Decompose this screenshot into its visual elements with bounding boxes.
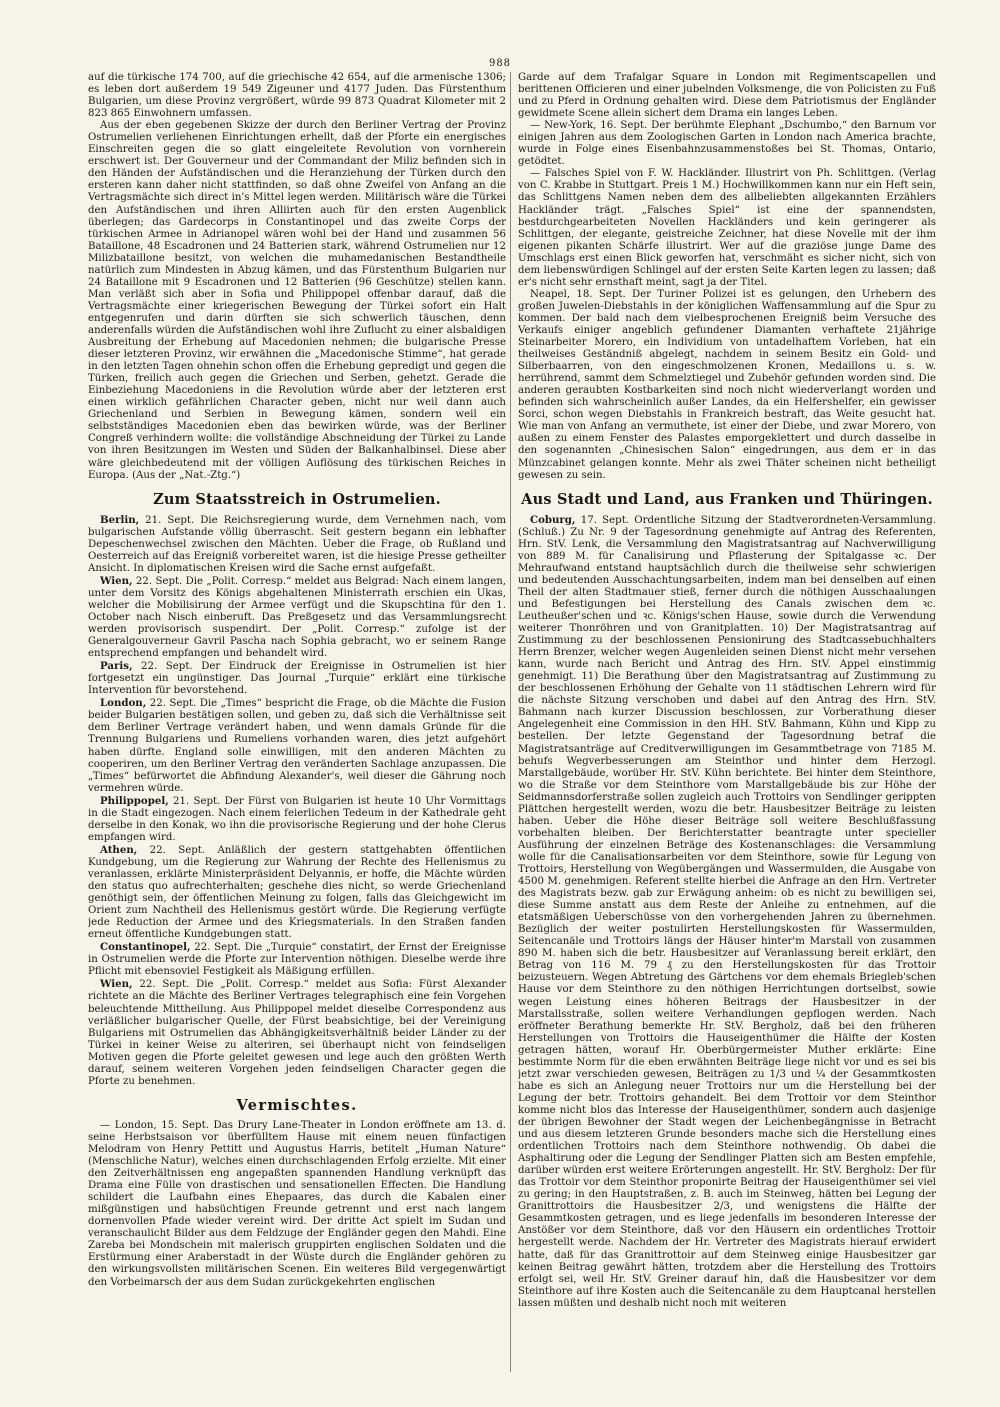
section-heading: Aus Stadt und Land, aus Franken und Thüringen. — [521, 490, 933, 508]
dateline: Paris, — [100, 660, 133, 673]
news-item — [88, 978, 506, 1087]
article-text: — New-York, 16. Sept. Der berühmte Elephant „Dschumbo,“ den Barnum vor einigen Jahren aus dem Zoologischen Garten in London nach America brachte, wurde in Folge eines Eisenbahnzusammenstoßes bei St. Thomas, Ontario, getödtet. — [518, 120, 936, 168]
article-text: — London, 15. Sept. Das Drury Lane-Theater in London eröffnete am 13. d. seine Herbstsaison vor überfülltem Hause mit einem neuen fünfactigen Melodram von Henry Pettitt und Augustus Harris, betitelt „Human Nature“ (Menschliche Natur), welches einen durchschlagenden Erfolg erzielte. Mit einer den Zeitverhältnissen eng angepaßten spannenden Handlung verknüpft das Drama eine Fülle von drastischen und sensationellen Effecten. Die Handlung schildert die Laufbahn eines Ehepaares, das durch die Kabalen einer mißgünstigen und habsüchtigen Freunde getrennt und erst nach langem dornenvollen Pfade wieder vereint wird. Der dritte Act spielt im Sudan und veranschaulicht Bilder aus dem Feldzuge der Engländer gegen den Mahdi. Eine Zareba bei Mondschein mit malerisch gruppirten englischen Soldaten und die Erstürmung einer Araberstadt in der Wüste durch die Engländer gehören zu den wirkungsvollsten militärischen Scenen. Ein weiteres Bild vergegenwärtigt den Vorbeimarsch der aus dem Sudan zurückgekehrten englischen — [88, 1119, 506, 1288]
news-text: 21. Sept. Die Reichsregierung wurde, dem Vernehmen nach, vom bulgarischen Aufstande völlig überrascht. Seit gestern begann ein lebhafter Depeschenwechsel zwischen den Mächten. Ueber die Frage, ob Rußland und Oesterreich auf das Ereigniß vorbereitet waren, ist die hiesige Presse getheilter Ansicht. In diplomatischen Kreisen wird die Sache ernst aufgefaßt. — [88, 514, 506, 574]
news-text: 22. Sept. Anläßlich der gestern stattgehabten öffentlichen Kundgebung, um die Regierung zur Wahrung der Rechte des Hellenismus zu veranlassen, erklärte Ministerpräsident Delyannis, er hoffe, die Mächte würden den status quo aufrechterhalten; geschehe dies nicht, so werde Griechenland genöthigt sein, der öffentlichen Meinung zu folgen, falls das Gleichgewicht im Orient zum Nachtheil des Hellenismus gestört würde. Die Regierung verfügte jede Reduction der Armee und des Kriegsmaterials. In den Straßen fanden erneut öffentliche Kundgebungen statt. — [88, 844, 506, 941]
page-number: 988 — [488, 58, 512, 69]
left-column — [88, 72, 506, 1372]
news-text: 22. Sept. Die „Polit. Corresp.“ meldet aus Belgrad: Nach einem langen, unter dem Vorsitz des Königs abgehaltenen Ministerrath erschien ein Ukas, welcher die Mobilisirung der Armee verfügt und die Skupschtina für den 1. October nach Nisch einberuft. Das Preßgesetz und das Versammlungsrecht werden provisorisch suspendirt. Der „Polit. Corresp.“ zufolge ist der Generalgouverneur Gavril Pascha nach Sophia gebracht, wo er seinem Range entsprechend empfangen und behandelt wird. — [88, 575, 506, 660]
section-heading: Vermischtes. — [236, 1096, 358, 1114]
dateline: Philippopel, — [100, 794, 169, 807]
dateline: Berlin, — [100, 513, 140, 526]
article-text: Neapel, 18. Sept. Der Turiner Polizei ist es gelungen, den Urhebern des großen Juwelen-Diebstahls in der königlichen Waffensammlung auf die Spur zu kommen. Der bald nach dem vielbesprochenen Ereigniß beim Versuche des Verkaufs einiger angeblich gefundener Diamanten verhaftete 21jährige Steinarbeiter Morero, ein Individium von untadelhaftem Vorleben, hat ein theilweises Geständniß abgelegt, nachdem in seinem Besitz ein Gold- und Silberbaarren, von den eingeschmolzenen Kronen, Medaillons u. s. w. herrührend, sammt dem Schmelztiegel und Zubehör gefunden worden sind. Die anderen geraubten Kostbarkeiten sind noch nicht wiederverlangt worden und befinden sich wahrscheinlich außer Landes, da ein Helfershelfer, ein gewisser Sorci, schon wegen Diebstahls in Frankreich bestraft, das Weite gesucht hat. Wie man von Anfang an vermuthete, ist einer der Diebe, und zwar Morero, von außen zu einem Fenster des Palastes emporgeklettert und durch dasselbe in den sogenannten „Chinesischen Salon“ eingedrungen, aus dem er in das Münzcabinet gelangen konnte. Mehr als zwei Thäter scheinen nicht betheiligt gewesen zu sein. — [518, 288, 936, 481]
news-text: 22. Sept. Der Eindruck der Ereignisse in Ostrumelien ist hier fortgesetzt ein ungünstiger. Das Journal „Turquie“ erklärt eine türkische Intervention für bevorstehend. — [88, 661, 506, 697]
dateline: London, — [100, 697, 147, 710]
right-column — [518, 72, 936, 1372]
article-text: Aus der eben gegebenen Skizze der durch den Berliner Vertrag der Provinz Ostrumelien verliehenen Einrichtungen erhellt, daß der Pforte ein energisches Einschreiten gegen die so glatt eingeleitete Revolution von vornherein erschwert ist. Der Gouverneur und der Commandant der Miliz befinden sich in den Händen der Aufständischen und die Heranziehung der Türken durch den ersteren kann daher nicht stattfinden, so daß ohne Zweifel von Anfang an die Vertragsmächte sich direct in's Mittel legen werden. Militärisch wäre die Türkei den Aufständischen und ihren Alliirten auch für den ersten Augenblick überlegen; das Gardecorps in Constantinopel und das zweite Corps der türkischen Armee in Adrianopel wären wohl bei der Hand und zusammen 56 Bataillone, 48 Escadronen und 24 Batterien stark, während Ostrumelien nur 12 Milizbataillone besitzt, von welchen die muhamedanischen Bestandtheile natürlich zum Mindesten in Abzug kämen, und das Fürstenthum Bulgarien nur 24 Bataillone mit 9 Escadronen und 12 Batterien (96 Geschütze) stellen kann. Man verläßt sich aber in Sofia und Philippopel offenbar darauf, daß die Vertragsmächte einer kriegerischen Bewegung der Türkei sofort ein Halt entgegenrufen und darin dürften sie sich schwerlich täuschen, denn anderenfalls würden die Aufständischen wohl ihre Zuflucht zu einer alsbaldigen Ausbreitung der Erhebung auf Macedonien nehmen; die bulgarische Presse dieser letzteren Provinz, wir erwähnen die „Macedonische Stimme“, hat gerade in den letzten Tagen ohnehin schon offen die Erhebung gepredigt und gegen die Türken, freilich auch gegen die Griechen und Serben, gehetzt. Gerade die Einbeziehung Macedoniens in die Revolution würde aber der letzteren erst einen wirklich gefährlichen Character geben, nicht nur weil dann auch Griechenland und Serbien in Bewegung kämen, sondern weil ein selbstständiges Macedonien eben das bewirken würde, was der Berliner Congreß verhindern wollte: die vollständige Abschneidung der Türkei zu Lande von ihren Besitzungen im Westen und Süden der Balkanhalbinsel. Diese aber wäre gleichbedeutend mit der völligen Auflösung des türkischen Reiches in Europa. (Aus der „Nat.-Ztg.“) — [88, 120, 506, 481]
dateline: Wien, — [100, 574, 133, 587]
news-text: 21. Sept. Der Fürst von Bulgarien ist heute 10 Uhr Vormittags in die Stadt eingezogen. Nach einem feierlichen Tedeum in der Kathedrale geht derselbe in den Konak, wo ihn die provisorische Regierung und der hohe Clerus empfangen wird. — [88, 795, 506, 843]
article-text: auf die türkische 174 700, auf die griechische 42 654, auf die armenische 1306; es leben dort außerdem 19 549 Zigeuner und 4177 Juden. Das Fürstenthum Bulgarien, um diese Provinz vergrößert, würde 99 873 Quadrat Kilometer mit 2 823 865 Einwohnern umfassen. — [88, 72, 506, 120]
dateline: Constantinopel, — [100, 941, 191, 954]
section-heading: Zum Staatsstreich in Ostrumelien. — [153, 490, 441, 508]
news-item — [518, 514, 936, 1310]
dateline: Athen, — [100, 843, 138, 856]
news-text: 17. Sept. Ordentliche Sitzung der Stadtverordneten-Versammlung. (Schluß.) Zu Nr. 9 der Tagesordnung genehmigte auf Antrag des Referenten, Hrn. StV. Lenk, die Versammlung den Magistratsantrag auf Nachverwilligung von 889 M. für Canalisirung und Pflasterung der Spitalgasse ꝛc. Der Mehraufwand entstand hauptsächlich durch die theilweise sehr schwierigen und bedeutenden Ausschachtungsarbeiten, indem man bei denselben auf einen Theil der alten Stadtmauer stieß, ferner durch die nöthigen Ausschaalungen und Befestigungen bei Herstellung des Canals zwischen dem ꝛc. Leutheußer'schen und ꝛc. Königs'schen Hause, sowie durch die Verwendung weiterer Thonröhren und von Granitplatten. 10) Der Magistratsantrag auf Zustimmung zu der beschlossenen Pensionirung des Stadtcassebuchhalters Herrn Brenzer, welcher wegen Augenleiden seinen Dienst nicht mehr versehen kann, wurde nach Bericht und Antrag des Hrn. StV. Appel einstimmig genehmigt. 11) Die Berathung über den Magistratsantrag auf Zustimmung zu der beschlossenen Erhöhung der Gehalte von 11 städtischen Lehrern wird für die nächste Sitzung verschoben und dabei auf den Antrag des Hrn. StV. Bahmann nach kurzer Discussion beschlossen, zur Vorberathung dieser Angelegenheit eine Commission in den HH. StV. Bahmann, Kühn und Kipp zu bestellen. Der letzte Gegenstand der Tagesordnung betraf die Magistratsanträge auf Creditverwilligungen im Gesammtbetrage von 7185 M. behufs Wegverbesserungen am Steinthor und hinter dem Herzogl. Marstallgebäude, worüber Hr. StV. Kühn berichtete. Bei hinter dem Steinthore, wo die Straße vor dem Steinthore vom Marstallgebäude bis zur Höhe der Seidmannsdorferstraße sollen zugleich auch Trottoirs von Sendlinger gerippten Plättchen hergestellt werden, wozu die betr. Hausbesitzer Beiträge zu leisten haben. Ueber die Höhe dieser Beiträge soll weitere Beschlußfassung vorbehalten bleiben. Der Berichterstatter beantragte unter specieller Ausführung der einzelnen Beträge des Kostenanschlages: die Versammlung wolle für die Canalisationsarbeiten vor dem Steinthore, sowie für Legung von Trottoirs, Herstellung von Wegübergängen und Wassermulden, die Ausgabe von 4500 M. genehmigen. Referent stellte hierbei die Anfrage an den Hrn. Vertreter des Magistrats bezw. gab zur Erwägung anheim: ob es nicht zu bewilligen sei, diese Summe anstatt aus dem Reste der Anleihe zu entnehmen, auf die etatsmäßigen Ueberschüsse von den vorhergehenden Jahren zu übernehmen. Bezüglich der weiter postulirten Herstellungskosten für Wassermulden, Seitencanäle und Trottoirs längs der Häuser hinter'm Marstall von zusammen 890 M. haben sich die betr. Hausbesitzer auf Veranlassung bereit erklärt, den Betrag von 116 M. 79 ₰ zu den Herstellungskosten für das Trottoir beizusteuern. Wegen Abtretung des Gärtchens vor dem ehemals Briegleb'schen Hause vor dem Steinthore zu den nöthigen Herrichtungen dortselbst, sowie wegen Leistung eines höheren Beitrags der Hausbesitzer in der Marstallsstraße, sollen weitere Verhandlungen gepflogen werden. Nach eröffneter Berathung bemerkte Hr. StV. Bergholz, daß bei den früheren Herstellungen von Trottoirs die Hauseigenthümer die Hälfte der Kosten getragen hätten, worauf Hr. Oberbürgermeister Muther erklärte: Eine bestimmte Norm für die eben erwähnten Beiträge liege nicht vor und es sei bis jetzt zwar verschieden gewesen, Beiträgen zu 1/3 und ¼ der Gesammtkosten habe es sich an Anlegung neuer Trottoirs nur um die Herstellung bei der Legung der betr. Trottoirs gehandelt. Bei dem Trottoir vor dem Steinthor komme nicht blos das Interesse der Hauseigenthümer, sondern auch dasjenige der übrigen Bewohner der Stadt wegen der Leichenbegängnisse in Betracht und aus diesem letzteren Grunde besonders mache sich die Herstellung eines ordentlichen Trottoirs nach dem Steinthore nothwendig. Ob dabei die Asphaltirung oder die Legung der Sendlinger Platten sich am Besten empfehle, darüber würden erst weitere Erörterungen angestellt. Hr. StV. Bergholz: Der für das Trottoir vor dem Steinthor proponirte Beitrag der Hauseigenthümer sei viel zu gering; in den Hauptstraßen, z. B. auch im Steinweg, hätten bei Legung der Granittrottoirs die Hausbesitzer 2/3, und wenigstens die Hälfte der Gesammtkosten getragen, und es liege jedenfalls im besonderen Interesse der Anstößer vor dem Steinthore, daß vor den Häusern ein ordentliches Trottoir hergestellt werde. Nachdem der Hr. Vertreter des Magistrats hierauf erwidert hatte, daß für das Granittrottoir auf dem Steinweg einige Hausbesitzer gar keinen Beitrag gewährt hätten, trotzdem aber die Herstellung des Trottoirs erfolgt sei, weil Hr. StV. Greiner darauf hin, daß die Hausbesitzer vor dem Steinthore auf ihre Kosten auch die Seitencanäle zu dem Hauptcanal herstellen lassen müßten und deshalb nicht noch mit weiteren — [518, 514, 936, 1309]
news-text: 22. Sept. Die „Times“ bespricht die Frage, ob die Mächte die Fusion beider Bulgarien bestätigen sollen, und geben zu, daß sich die Verhältnisse seit dem Berliner Vertrage verändert haben, und wenn damals Gründe für die Trennung Bulgariens und Rumeliens vorhanden waren, dies jetzt aufgehört haben dürfte. England solle einwilligen, mit den anderen Mächten zu cooperiren, um den Berliner Vertrag den veränderten Sachlage anzupassen. Die „Times“ befürwortet die Abfindung Alexander's, weil dieser die Gährung noch vermehren würde. — [88, 698, 506, 794]
dateline: Coburg, — [530, 513, 576, 526]
news-item — [88, 941, 506, 978]
news-item — [88, 660, 506, 697]
news-item — [88, 795, 506, 844]
news-item — [88, 575, 506, 660]
article-text: Garde auf dem Trafalgar Square in London mit Regimentscapellen und berittenen Officieren und einer jubelnden Volksmenge, die von Policisten zu Fuß und zu Pferd in Ordnung gehalten wird. Diese dem Patriotismus der Engländer gewidmete Scene allein sichert dem Drama ein langes Leben. — [518, 72, 936, 120]
column-divider — [510, 72, 511, 1372]
news-item — [88, 844, 506, 941]
news-text: 22. Sept. Die „Polit. Corresp.“ meldet aus Sofia: Fürst Alexander richtete an die Mächte des Berliner Vertrages telegraphisch eine fein Vorgehen beleuchtende Mittheilung. Aus Philippopel meldet dieselbe Correspondenz aus verläßlicher bulgarischer Quelle, der Fürst beabsichtige, bei der Vereinigung Bulgariens mit Ostrumelien das Abhängigkeitsverhältniß beider Länder zu der Türkei in keiner Weise zu alteriren, sei überhaupt nicht von feindseligen Motiven gegen die Pforte geleitet gewesen und lege auch den größten Werth darauf, seinem weiteren Vorgehen jeden feindseligen Character gegen die Pforte zu benehmen. — [88, 979, 506, 1087]
news-item — [88, 514, 506, 575]
news-item — [88, 697, 506, 794]
news-text: 22. Sept. Die „Turquie“ constatirt, der Ernst der Ereignisse in Ostrumelien werde die Pforte zur Intervention nöthigen. Dieselbe werde ihre Pflicht mit ebensoviel Festigkeit als Mäßigung erfüllen. — [88, 942, 506, 978]
dateline: Wien, — [100, 978, 133, 991]
article-text: — Falsches Spiel von F. W. Hackländer. Illustrirt von Ph. Schlittgen. (Verlag von C. Krabbe in Stuttgart. Preis 1 M.) Hochwillkommen kann nur ein Heft sein, das Schlittgens Namen neben dem des allbeliebten allgekannten Erzählers Hackländer trägt. „Falsches Spiel“ ist eine der spannendsten, bestdurchgearbeiteten Novellen Hackländers und kein geringerer als Schlittgen, der elegante, geistreiche Zeichner, hat diese Novelle mit der ihm eigenen pikanten Schärfe illustrirt. Wer auf die graziöse junge Dame des Umschlags erst einen Blick geworfen hat, verschmäht es sicher nicht, sich von dem liebenswürdigen Schlingel auf der ersten Seite Karten legen zu lassen; daß er's nicht sehr ernsthaft meint, sagt ja der Titel. — [518, 168, 936, 288]
